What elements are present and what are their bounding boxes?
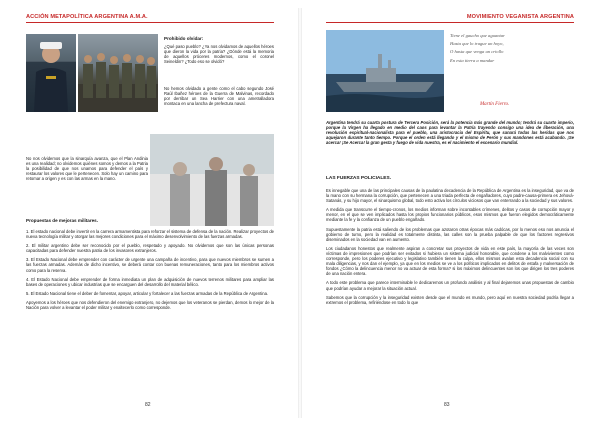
veterans-photo <box>150 134 274 226</box>
left-header: ACCIÓN METAPOLÍTICA ARGENTINA A.M.A. <box>26 14 148 20</box>
body-paragraph: Es innegable que una de las principales causas de la paulatina decadencia de la República de Argentina es la inseguridad, que va de la mano con su hermana la corrupción, que pertenecen a una triada perfecta de engañadores, cuyo padre-causa-primera es Jehová-Satanás, y su hijo mayor, el sinarquismo global, todo esto activa los círculos viciosos que van enterrando a la sociedad y sus valores. <box>326 188 574 204</box>
naval-officer-photo <box>26 34 76 112</box>
poem-author: Martín Fierro. <box>480 102 510 107</box>
warship-photo <box>326 30 444 112</box>
poem-line: En esta tierra a mandar <box>450 57 495 63</box>
poem-line: Hasta que lo trague un hoyo, <box>450 41 504 47</box>
military-proposals-list <box>26 229 274 310</box>
right-page-number: 83 <box>444 402 450 408</box>
proposal-item: 4. El Estado Nacional debe emprender de forma inmediata un plan de adquisición de nuevos terrenos militares para ampliar las bases de operaciones y ubicar industrias que se encarguen del desarrollo del material bélico. <box>26 276 274 287</box>
body-paragraph: Supuestamente la patria está saliendo de los problemas que azotaron otras épocas más cadócas, por lo menos eso nos anuncia el gobierno de turno, pero la realidad es totalmente distinta, las calles son la prueba palpable de que los factores regresivos diseminados en la sociedad van en aumento. <box>326 226 574 242</box>
left-page-number: 82 <box>145 402 151 408</box>
proposal-item: 2. El militar argentino debe ser reconocido por el pueblo, respetado y apoyado. No olvidemos que son las únicas personas capacitadas para defender nuestra patria de los invasores extranjeros. <box>26 243 274 254</box>
left-header-rule <box>26 22 274 23</box>
right-page <box>300 0 600 424</box>
body-paragraph: A todo este problema que parece interminable le dedicaremos un profundo análisis y al final dejaremos unas propuestas de cambio que podrían ayudar a mejorar la situación actual. <box>326 280 574 291</box>
martin-fierro-quote <box>450 32 574 110</box>
ibanez-paragraph-top <box>164 86 274 106</box>
police-section-title: LAS FUERZAS POLICIALES. <box>326 176 392 181</box>
body-paragraph: Sabemos que la corrupción y la inseguridad existen desde que el mundo es mundo, pero aquí en nuestra sociedad podría llegar a extremos el problema, refiriéndose en todo lo que <box>326 294 574 305</box>
sinarquia-paragraph: No nos olvidemos que la sinarquía avanza, que el Plan Andinia es una realidad; no olvidemos quiénes somos y demos a la Patria la posibilidad de que nos unamos para defender el país y restaurar los valores que le pertenecen. Solo hay un camino para retomar a origen y es con las armas en la mano. <box>26 156 148 182</box>
right-header-rule <box>326 22 574 23</box>
proposal-item: 5. El Estado Nacional tiene el deber de fomentar, apoyar, articular y fortalecer a las fuerzas armadas de la República de Argentina. <box>26 290 269 296</box>
proposal-closing: Apoyemos a los héroes que nos defendieron del enemigo extranjero, no dejemos que los veteranos se pierdan, demos lo mejor de la Nación para volver a levantar el poder militar y enaltecerlo como corresponde. <box>26 299 274 311</box>
ibanez-paragraph: No hemos olvidado a gente como el cabo segundo José Raúl Ibañez héroes de la Guerra de Malvinas, recordado por derribar un Sea Harrier con una ametralladora montaca en una lancha de prefectura naval. <box>164 86 274 107</box>
prohibido-olvidar-title: Prohibido olvidar: <box>164 36 204 41</box>
poem-line: O hasta que venga un criollo <box>450 49 504 55</box>
proposal-item: 1. El estado nacional debe invertir en la carrera armamentista para reforzar el sistema de defensa de la nación. Realizar proyectos de nueva tecnología militar y otorgar las mejores condiciones para el máximo desenvolvimiento de las fuerzas armadas. <box>26 229 274 240</box>
poem-line: Tiene el gaucho que aguantar <box>450 33 505 38</box>
police-section-body <box>326 188 574 305</box>
body-paragraph: A medida que transcurre el tiempo-cronos, los medios informan sobre incontables crímenes, delitos y casos de corrupción mayor y menor, en el que se ven implicados hasta los propios funcionarios públicos, esos mismos que fueron elegidos democráticamente mediante la fe y la confianza de un pueblo engañado. <box>326 207 574 223</box>
left-intro-block <box>164 36 274 64</box>
right-header: MOVIMIENTO VEGANISTA ARGENTINA <box>466 14 574 20</box>
proposal-item: 3. El Estado Nacional debe emprender con carácter de urgente una campaña de incentivo, para que nuevos miembros se sumen a las fuerzas armadas. Además de dicho incentivo, se deberá contar con buenas remuneraciones, tanto para los miembros activos como para la reserva. <box>26 257 274 273</box>
manifesto-paragraph: Argentina tendrá su cuarta postura de Tercera Posición, será la potencia más grande del mundo; tendrá su cuarto imperio, porque la Virgen ha llegado en medio del caos para levantar la Patria trayendo consigo una idea de liberación, una revolución espiritual-nacionalista para el pueblo, una aristocracia del Espíritu, que sanará todas las heridas que nos aquejaron durante tanto tiempo. Porque el orden está llegando y el mismo de Perón y sus mandones está acabando. ¡Se acerca! ¡Se Acerca! la gran gesta y fuego de vida nuestra, es el nacimiento el escenario mundial. <box>326 120 574 146</box>
military-proposals-title: Propuestas de mejoras militares. <box>26 218 98 223</box>
body-paragraph: Los ciudadanos honestos que realmente aspiran a concretar sus proyectos de vida en este país, la mayoría de las veces son víctimas de impresiones que podrían ser evitados si hubiera un sistema judicial honorable, que condene a los malvivientes como corresponde, pero los poderes ejecutivo y legislativo también tienen la culpa, ellos mismos avalan esta decadencia social con su mala diligencias, y nos dan el ejemplo, ya que en los medios se ve a los políticos implicados en delitos de estafa y malversación de fondos ¿Cómo la delincuencia menor no va actuar de esta forma? si los máximos delincuentes son los que dirigen los tres poderes de una nación entera. <box>326 245 574 277</box>
intro-paragraph: ¿Qué paso pueblo? ¿Ya nos olvidamos de aquellos héroes que dieron la vida por la patria? ¿Dónde está la memoria de aquellos próceres modernos, como el coronel Seineldin? ¿Todo eso se olvidó? <box>164 44 274 65</box>
soldiers-group-photo <box>78 34 158 112</box>
